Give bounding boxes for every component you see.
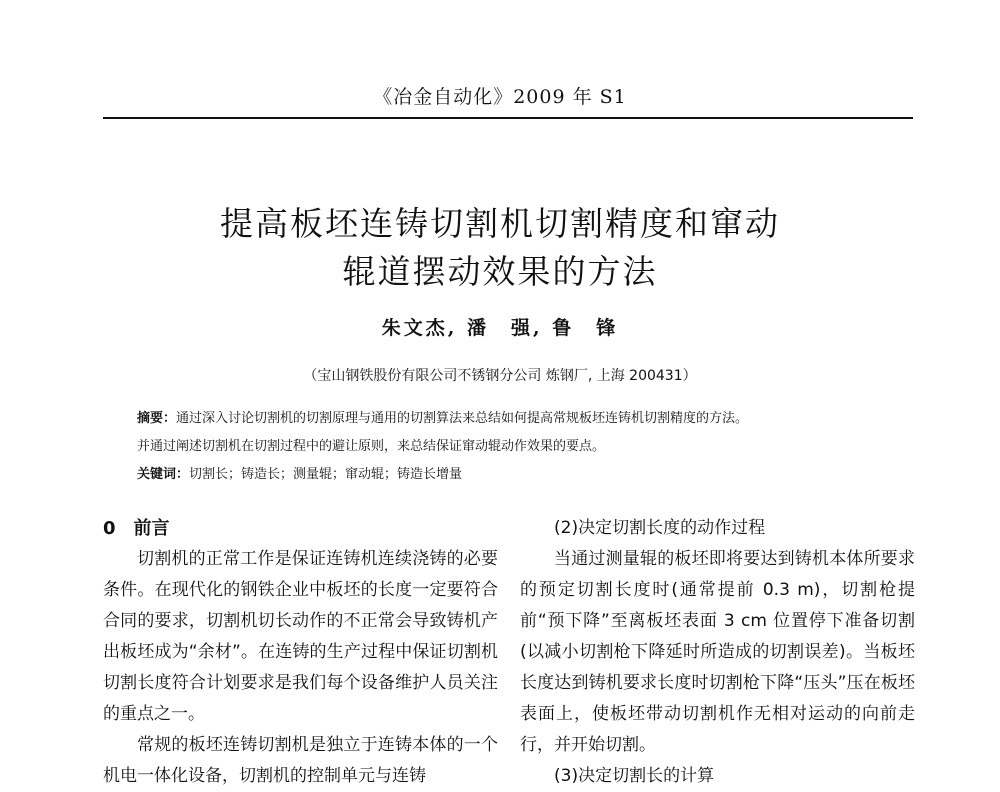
section-title: 前言	[133, 518, 170, 539]
authors: 朱文杰, 潘 强, 鲁 锋	[381, 317, 619, 339]
affiliation: （宝山钢铁股份有限公司不锈钢分公司 炼钢厂, 上海 200431）	[303, 368, 697, 384]
keywords-text: 切割长；铸造长；测量辊；窜动辊；铸造长增量	[189, 467, 463, 482]
paper-title	[0, 200, 1000, 296]
abstract-label: 摘要：	[137, 411, 177, 426]
abstract-text-1: 通过深入讨论切割机的切割原理与通用的切割算法来总结如何提高常规板坯连铸机切割精度的方法。	[176, 411, 749, 426]
title-line-2: 辊道摆动效果的方法	[342, 252, 658, 291]
abstract-line-1	[137, 405, 897, 433]
intro-paragraph-2: 常规的板坯连铸切割机是独立于连铸本体的一个机电一体化设备，切割机的控制单元与连铸	[103, 735, 498, 786]
header-rule	[103, 117, 913, 119]
subsection-heading-3: (3)决定切割长的计算	[554, 766, 715, 786]
journal-header: 《冶金自动化》2009 年 S1	[373, 86, 627, 108]
section-heading	[103, 513, 498, 544]
abstract-block	[137, 405, 897, 489]
right-column	[520, 513, 915, 792]
process-paragraph: 当通过测量辊的板坯即将要达到铸机本体所要求的预定切割长度时(通常提前 0.3 m)，切割枪提前“预下降”至离板坯表面 3 cm 位置停下准备切割(以减小切割枪下降延时所造成的切割误差)。当板坯长度达到铸机要求长度时切割枪下降“压头”压在板坯表面上，使板坯带动切割机作无相对运动的向前走行，并开始切割。	[520, 549, 915, 755]
left-column	[103, 513, 498, 792]
keywords-label: 关键词：	[137, 467, 190, 482]
keywords-line	[137, 461, 897, 489]
subsection-heading-2: (2)决定切割长度的动作过程	[554, 518, 766, 538]
section-number: 0	[103, 518, 116, 539]
intro-paragraph-1: 切割机的正常工作是保证连铸机连续浇铸的必要条件。在现代化的钢铁企业中板坯的长度一定要符合合同的要求，切割机切长动作的不正常会导致铸机产出板坯成为“余材”。在连铸的生产过程中保证切割机切割长度符合计划要求是我们每个设备维护人员关注的重点之一。	[103, 549, 498, 724]
abstract-line-2: 并通过阐述切割机在切割过程中的避让原则，来总结保证窜动辊动作效果的要点。	[137, 439, 606, 454]
title-line-1: 提高板坯连铸切割机切割精度和窜动	[220, 204, 780, 243]
